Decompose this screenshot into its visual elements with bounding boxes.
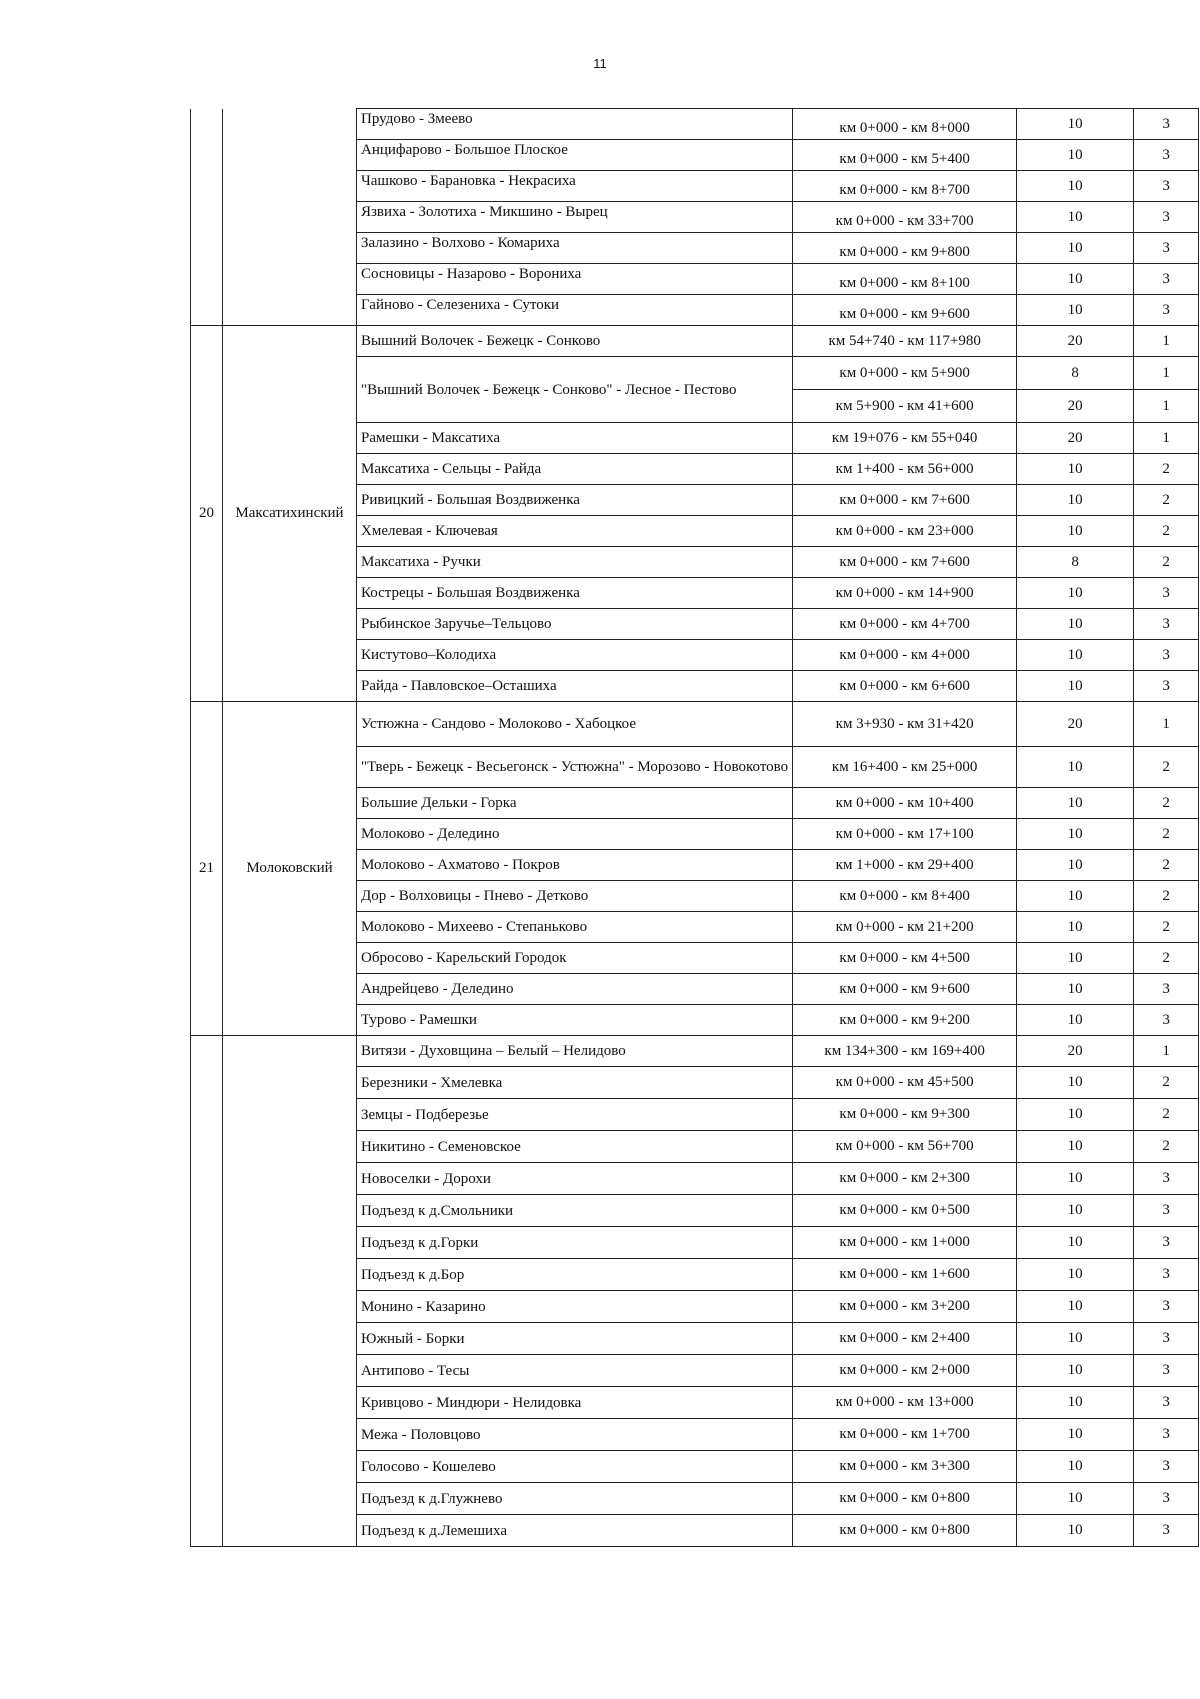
category-cell: 2 (1134, 943, 1199, 974)
road-name-cell: Подъезд к д.Лемешиха (357, 1515, 793, 1547)
category-cell: 3 (1134, 974, 1199, 1005)
category-cell: 3 (1134, 1259, 1199, 1291)
km-range-cell: км 0+000 - км 0+800 (793, 1515, 1017, 1547)
road-name-cell: Кострецы - Большая Воздвиженка (357, 578, 793, 609)
category-cell: 3 (1134, 1005, 1199, 1036)
category-cell: 2 (1134, 1131, 1199, 1163)
road-name-cell: Устюжна - Сандово - Молоково - Хабоцкое (357, 702, 793, 747)
width-cell: 10 (1017, 1355, 1134, 1387)
width-cell: 10 (1017, 171, 1134, 202)
category-cell: 2 (1134, 485, 1199, 516)
km-range-cell: км 0+000 - км 9+300 (793, 1099, 1017, 1131)
road-name-cell: Анцифарово - Большое Плоское (357, 140, 793, 171)
road-name-cell: Земцы - Подберезье (357, 1099, 793, 1131)
width-cell: 10 (1017, 109, 1134, 140)
km-range-cell: км 0+000 - км 1+700 (793, 1419, 1017, 1451)
district-name-cell: Молоковский (223, 702, 357, 1036)
km-range-cell: км 0+000 - км 7+600 (793, 547, 1017, 578)
category-cell: 3 (1134, 1419, 1199, 1451)
width-cell: 10 (1017, 747, 1134, 788)
width-cell: 10 (1017, 850, 1134, 881)
road-name-cell: Дор - Волховицы - Пнево - Детково (357, 881, 793, 912)
road-name-cell: Ривицкий - Большая Воздвиженка (357, 485, 793, 516)
category-cell: 3 (1134, 109, 1199, 140)
road-name-cell: Молоково - Михеево - Степаньково (357, 912, 793, 943)
km-range-cell: км 0+000 - км 10+400 (793, 788, 1017, 819)
width-cell: 20 (1017, 326, 1134, 357)
width-cell: 10 (1017, 140, 1134, 171)
width-cell: 10 (1017, 295, 1134, 326)
width-cell: 10 (1017, 609, 1134, 640)
category-cell: 3 (1134, 640, 1199, 671)
category-cell: 2 (1134, 747, 1199, 788)
width-cell: 10 (1017, 1227, 1134, 1259)
road-name-cell: Турово - Рамешки (357, 1005, 793, 1036)
km-range-cell: км 0+000 - км 14+900 (793, 578, 1017, 609)
width-cell: 10 (1017, 1483, 1134, 1515)
width-cell: 20 (1017, 390, 1134, 423)
km-range-cell: км 0+000 - км 2+300 (793, 1163, 1017, 1195)
km-range-cell: км 0+000 - км 3+300 (793, 1451, 1017, 1483)
km-range-cell: км 1+000 - км 29+400 (793, 850, 1017, 881)
category-cell: 3 (1134, 295, 1199, 326)
width-cell: 10 (1017, 671, 1134, 702)
category-cell: 1 (1134, 326, 1199, 357)
km-range-cell: км 0+000 - км 0+500 (793, 1195, 1017, 1227)
width-cell: 10 (1017, 1067, 1134, 1099)
road-name-cell: Никитино - Семеновское (357, 1131, 793, 1163)
width-cell: 10 (1017, 516, 1134, 547)
road-name-cell: Антипово - Тесы (357, 1355, 793, 1387)
category-cell: 3 (1134, 1323, 1199, 1355)
category-cell: 2 (1134, 912, 1199, 943)
width-cell: 10 (1017, 1323, 1134, 1355)
width-cell: 10 (1017, 1131, 1134, 1163)
category-cell: 3 (1134, 171, 1199, 202)
width-cell: 10 (1017, 202, 1134, 233)
category-cell: 2 (1134, 788, 1199, 819)
road-name-cell: Витязи - Духовщина – Белый – Нелидово (357, 1036, 793, 1067)
width-cell: 10 (1017, 1099, 1134, 1131)
road-name-cell: Кривцово - Миндюри - Нелидовка (357, 1387, 793, 1419)
road-name-cell: Максатиха - Сельцы - Райда (357, 454, 793, 485)
km-range-cell: км 0+000 - км 23+000 (793, 516, 1017, 547)
road-name-cell: Молоково - Деледино (357, 819, 793, 850)
width-cell: 10 (1017, 974, 1134, 1005)
category-cell: 3 (1134, 233, 1199, 264)
table-row (191, 1036, 1199, 1067)
km-range-cell: км 0+000 - км 8+400 (793, 881, 1017, 912)
km-range-cell: км 0+000 - км 9+200 (793, 1005, 1017, 1036)
km-range-cell: км 0+000 - км 4+000 (793, 640, 1017, 671)
category-cell: 3 (1134, 1515, 1199, 1547)
width-cell: 10 (1017, 912, 1134, 943)
width-cell: 10 (1017, 1291, 1134, 1323)
district-name-cell (223, 109, 357, 326)
width-cell: 10 (1017, 1451, 1134, 1483)
road-name-cell: Рамешки - Максатиха (357, 423, 793, 454)
table-row (191, 109, 1199, 140)
category-cell: 2 (1134, 516, 1199, 547)
width-cell: 20 (1017, 702, 1134, 747)
km-range-cell: км 0+000 - км 3+200 (793, 1291, 1017, 1323)
km-range-cell: км 0+000 - км 4+700 (793, 609, 1017, 640)
category-cell: 1 (1134, 390, 1199, 423)
width-cell: 10 (1017, 1419, 1134, 1451)
km-range-cell: км 0+000 - км 4+500 (793, 943, 1017, 974)
road-name-cell: Прудово - Змеево (357, 109, 793, 140)
road-name-cell: Чашково - Барановка - Некрасиха (357, 171, 793, 202)
road-name-cell: Новоселки - Дорохи (357, 1163, 793, 1195)
category-cell: 1 (1134, 702, 1199, 747)
category-cell: 3 (1134, 1451, 1199, 1483)
km-range-cell: км 0+000 - км 5+900 (793, 357, 1017, 390)
width-cell: 8 (1017, 357, 1134, 390)
km-range-cell: км 54+740 - км 117+980 (793, 326, 1017, 357)
category-cell: 1 (1134, 1036, 1199, 1067)
road-name-cell: Голосово - Кошелево (357, 1451, 793, 1483)
category-cell: 2 (1134, 850, 1199, 881)
table-row (191, 326, 1199, 357)
km-range-cell: км 0+000 - км 33+700 (793, 202, 1017, 233)
roads-table (190, 108, 1199, 1547)
km-range-cell: км 0+000 - км 2+000 (793, 1355, 1017, 1387)
district-number-cell (191, 1036, 223, 1547)
category-cell: 1 (1134, 357, 1199, 390)
km-range-cell: км 0+000 - км 8+000 (793, 109, 1017, 140)
km-range-cell: км 5+900 - км 41+600 (793, 390, 1017, 423)
road-name-cell: Сосновицы - Назарово - Ворониха (357, 264, 793, 295)
km-range-cell: км 0+000 - км 9+600 (793, 295, 1017, 326)
road-name-cell: Южный - Борки (357, 1323, 793, 1355)
km-range-cell: км 0+000 - км 1+000 (793, 1227, 1017, 1259)
category-cell: 2 (1134, 1067, 1199, 1099)
km-range-cell: км 0+000 - км 17+100 (793, 819, 1017, 850)
road-name-cell: Максатиха - Ручки (357, 547, 793, 578)
district-number-cell: 21 (191, 702, 223, 1036)
width-cell: 10 (1017, 1005, 1134, 1036)
width-cell: 8 (1017, 547, 1134, 578)
road-name-cell: Гайново - Селезениха - Сутоки (357, 295, 793, 326)
category-cell: 3 (1134, 1387, 1199, 1419)
road-name-cell: Подъезд к д.Глужнево (357, 1483, 793, 1515)
table-row (191, 702, 1199, 747)
category-cell: 3 (1134, 1163, 1199, 1195)
width-cell: 20 (1017, 423, 1134, 454)
km-range-cell: км 19+076 - км 55+040 (793, 423, 1017, 454)
km-range-cell: км 0+000 - км 13+000 (793, 1387, 1017, 1419)
district-name-cell (223, 1036, 357, 1547)
width-cell: 10 (1017, 788, 1134, 819)
category-cell: 3 (1134, 578, 1199, 609)
road-name-cell: Рыбинское Заручье–Тельцово (357, 609, 793, 640)
width-cell: 10 (1017, 1387, 1134, 1419)
road-name-cell: Монино - Казарино (357, 1291, 793, 1323)
width-cell: 20 (1017, 1036, 1134, 1067)
km-range-cell: км 1+400 - км 56+000 (793, 454, 1017, 485)
category-cell: 3 (1134, 1483, 1199, 1515)
km-range-cell: км 134+300 - км 169+400 (793, 1036, 1017, 1067)
category-cell: 3 (1134, 202, 1199, 233)
road-name-cell: Хмелевая - Ключевая (357, 516, 793, 547)
road-name-cell: Молоково - Ахматово - Покров (357, 850, 793, 881)
category-cell: 2 (1134, 881, 1199, 912)
road-name-cell: Березники - Хмелевка (357, 1067, 793, 1099)
roads-table-body (191, 109, 1199, 1547)
road-name-cell: Обросово - Карельский Городок (357, 943, 793, 974)
width-cell: 10 (1017, 485, 1134, 516)
width-cell: 10 (1017, 640, 1134, 671)
km-range-cell: км 0+000 - км 6+600 (793, 671, 1017, 702)
category-cell: 3 (1134, 1195, 1199, 1227)
width-cell: 10 (1017, 454, 1134, 485)
km-range-cell: км 0+000 - км 0+800 (793, 1483, 1017, 1515)
category-cell: 2 (1134, 454, 1199, 485)
road-name-cell: "Вышний Волочек - Бежецк - Сонково" - Лесное - Пестово (357, 357, 793, 423)
road-name-cell: Андрейцево - Деледино (357, 974, 793, 1005)
width-cell: 10 (1017, 264, 1134, 295)
width-cell: 10 (1017, 1195, 1134, 1227)
road-name-cell: Большие Дельки - Горка (357, 788, 793, 819)
km-range-cell: км 0+000 - км 21+200 (793, 912, 1017, 943)
category-cell: 1 (1134, 423, 1199, 454)
km-range-cell: км 0+000 - км 5+400 (793, 140, 1017, 171)
category-cell: 3 (1134, 671, 1199, 702)
district-name-cell: Максатихинский (223, 326, 357, 702)
road-name-cell: Залазино - Волхово - Комариха (357, 233, 793, 264)
category-cell: 3 (1134, 264, 1199, 295)
page-number: 11 (593, 56, 607, 71)
km-range-cell: км 0+000 - км 1+600 (793, 1259, 1017, 1291)
width-cell: 10 (1017, 819, 1134, 850)
width-cell: 10 (1017, 943, 1134, 974)
km-range-cell: км 0+000 - км 9+800 (793, 233, 1017, 264)
width-cell: 10 (1017, 578, 1134, 609)
width-cell: 10 (1017, 1163, 1134, 1195)
road-name-cell: Вышний Волочек - Бежецк - Сонково (357, 326, 793, 357)
km-range-cell: км 0+000 - км 56+700 (793, 1131, 1017, 1163)
category-cell: 2 (1134, 819, 1199, 850)
km-range-cell: км 16+400 - км 25+000 (793, 747, 1017, 788)
road-name-cell: Райда - Павловское–Осташиха (357, 671, 793, 702)
road-name-cell: Кистутово–Колодиха (357, 640, 793, 671)
category-cell: 3 (1134, 1227, 1199, 1259)
km-range-cell: км 0+000 - км 8+100 (793, 264, 1017, 295)
width-cell: 10 (1017, 233, 1134, 264)
km-range-cell: км 0+000 - км 2+400 (793, 1323, 1017, 1355)
km-range-cell: км 0+000 - км 45+500 (793, 1067, 1017, 1099)
category-cell: 2 (1134, 1099, 1199, 1131)
road-name-cell: Подъезд к д.Бор (357, 1259, 793, 1291)
category-cell: 3 (1134, 1355, 1199, 1387)
road-name-cell: Межа - Половцово (357, 1419, 793, 1451)
category-cell: 3 (1134, 1291, 1199, 1323)
width-cell: 10 (1017, 1515, 1134, 1547)
km-range-cell: км 0+000 - км 9+600 (793, 974, 1017, 1005)
road-name-cell: Подъезд к д.Смольники (357, 1195, 793, 1227)
km-range-cell: км 0+000 - км 7+600 (793, 485, 1017, 516)
km-range-cell: км 3+930 - км 31+420 (793, 702, 1017, 747)
district-number-cell: 20 (191, 326, 223, 702)
km-range-cell: км 0+000 - км 8+700 (793, 171, 1017, 202)
road-name-cell: Язвиха - Золотиха - Микшино - Вырец (357, 202, 793, 233)
road-name-cell: "Тверь - Бежецк - Весьегонск - Устюжна" - Морозово - Новокотово (357, 747, 793, 788)
category-cell: 3 (1134, 140, 1199, 171)
width-cell: 10 (1017, 1259, 1134, 1291)
category-cell: 3 (1134, 609, 1199, 640)
category-cell: 2 (1134, 547, 1199, 578)
width-cell: 10 (1017, 881, 1134, 912)
district-number-cell (191, 109, 223, 326)
road-name-cell: Подъезд к д.Горки (357, 1227, 793, 1259)
